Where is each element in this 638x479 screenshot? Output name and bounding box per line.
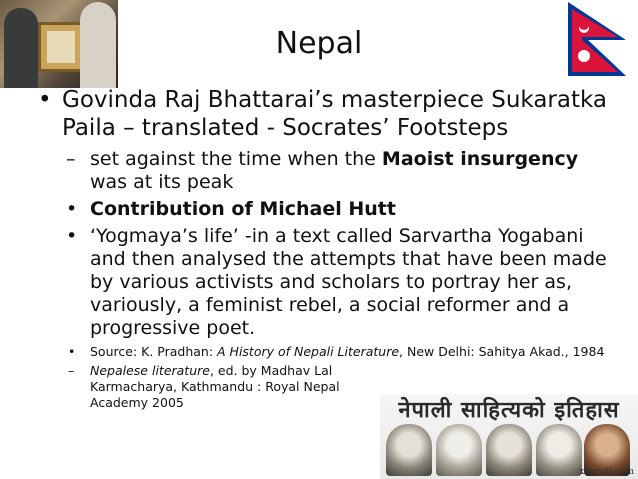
slide-title: Nepal bbox=[275, 26, 363, 61]
writer-portrait-4 bbox=[536, 424, 582, 476]
source-pradhan: • Source: K. Pradhan: A History of Nepali Literature, New Delhi: Sahitya Akad., 1984 bbox=[68, 344, 605, 359]
banner-heading: नेपाली साहित्यको इतिहास bbox=[398, 397, 620, 423]
book-title-nepalese-literature: Nepalese literature bbox=[90, 363, 210, 378]
bullet-dot: • bbox=[38, 87, 52, 113]
bold-contribution-hutt: Contribution of Michael Hutt bbox=[90, 198, 396, 220]
writer-portrait-2 bbox=[436, 424, 482, 476]
bold-maoist-insurgency: Maoist insurgency bbox=[381, 148, 579, 170]
sub-bullet-yogmaya: • ‘Yogmaya’s life’ -in a text called Sarvartha Yogabani and then analysed the attempts that have been made by various activists and scholars to portray her as, variously, a feminist rebel, a social reformer and a progressive poet. bbox=[66, 225, 607, 339]
sub-bullet-maoist: – set against the time when the Maoist insurgency was at its peak bbox=[66, 148, 579, 193]
bullet-dot: • bbox=[66, 225, 78, 247]
source-karmacharya: – Nepalese literature, ed. by Madhav Lal Karmacharya, Kathmandu : Royal Nepal Academy 2005 bbox=[68, 363, 340, 410]
bullet-dot: • bbox=[66, 198, 78, 220]
bullet-dot: • bbox=[68, 344, 76, 359]
bullet-text: Govinda Raj Bhattarai’s masterpiece Sukaratka Paila – translated - Socrates’ Footsteps bbox=[62, 87, 607, 141]
slide-body bbox=[38, 86, 608, 411]
writer-portrait-3 bbox=[486, 424, 532, 476]
book-title-history: A History of Nepali Literature bbox=[217, 344, 400, 359]
bullet-bhattarai bbox=[38, 86, 608, 142]
writer-portrait-1 bbox=[386, 424, 432, 476]
banner-credit: xnepali.com bbox=[579, 467, 634, 477]
bullet-dash: – bbox=[66, 148, 76, 170]
sub-bullet-hutt bbox=[38, 198, 608, 221]
nepali-literature-banner bbox=[380, 394, 638, 479]
nepal-flag-icon bbox=[560, 0, 638, 78]
bullet-dash: – bbox=[68, 363, 75, 378]
